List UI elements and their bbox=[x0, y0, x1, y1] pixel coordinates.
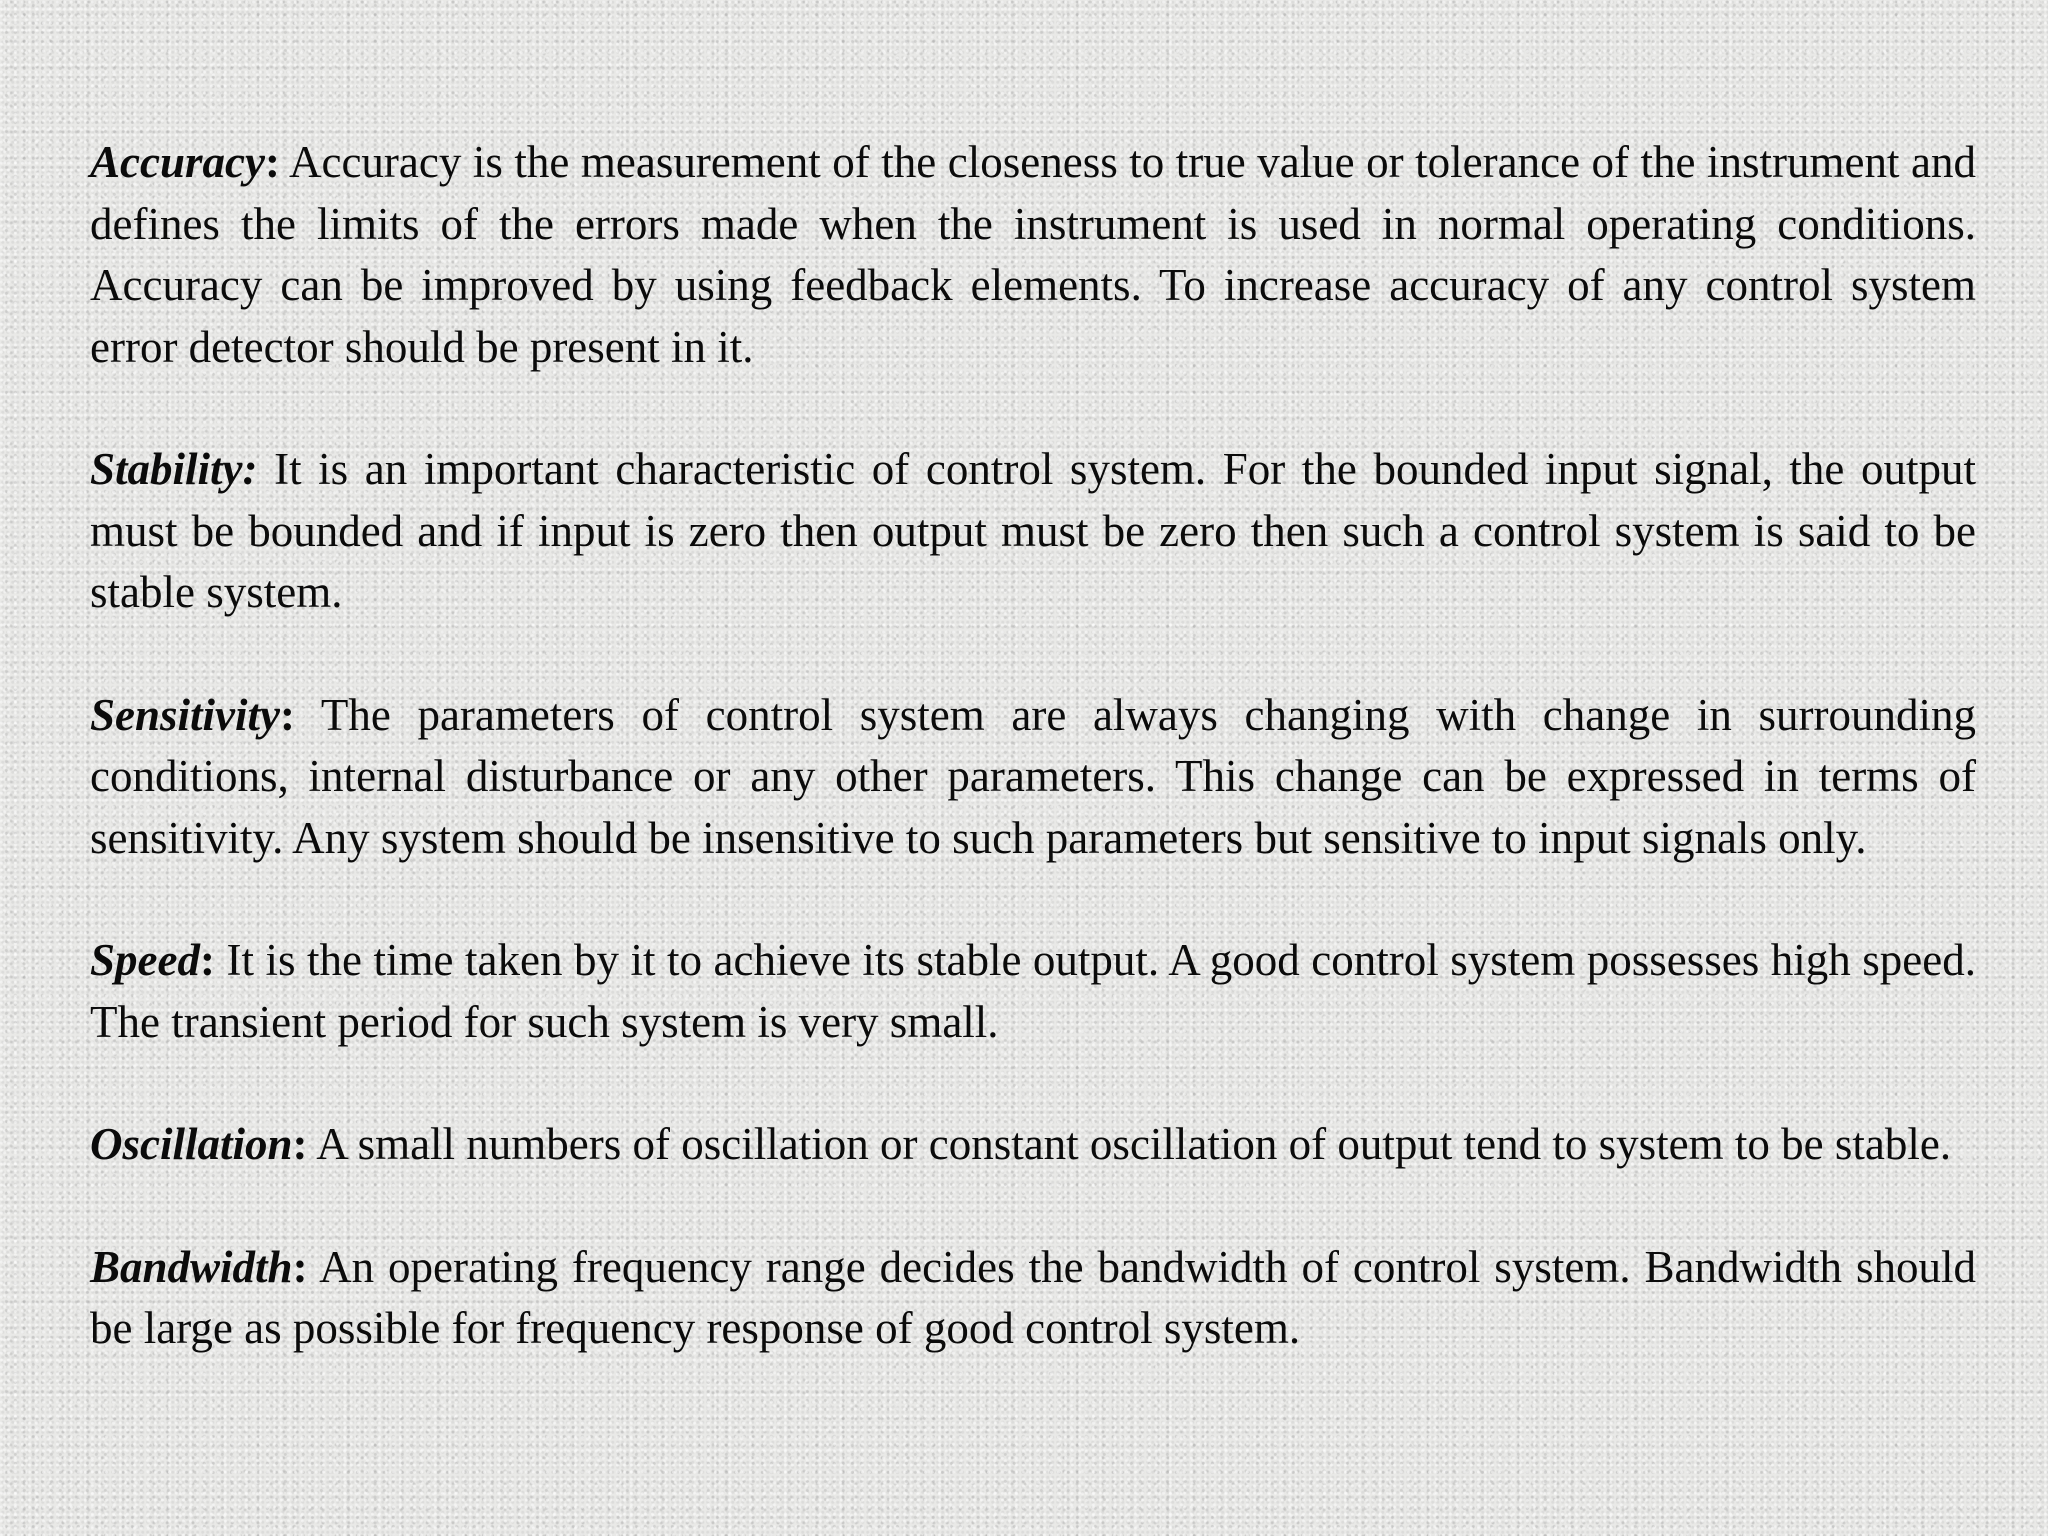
term-accuracy: Accuracy bbox=[90, 137, 265, 187]
paragraph-bandwidth bbox=[90, 1237, 1976, 1360]
definition-bandwidth: An operating frequency range decides the bandwidth of control system. Bandwidth should be large as possible for frequency response of good control system. bbox=[90, 1241, 1976, 1353]
definition-speed: It is the time taken by it to achieve its stable output. A good control system possesses high speed. The transient period for such system is very small. bbox=[90, 935, 1976, 1047]
term-sensitivity: Sensitivity bbox=[90, 689, 280, 740]
definition-sensitivity: The parameters of control system are always changing with change in surrounding conditions, internal disturbance or any other parameters. This change can be expressed in terms of sensitivity. Any system should be insensitive to such parameters but sensitive to input signals only. bbox=[90, 689, 1976, 863]
term-stability: Stability: bbox=[90, 444, 258, 494]
paragraph-speed bbox=[90, 930, 1976, 1053]
term-colon: : bbox=[199, 935, 215, 985]
term-colon: : bbox=[264, 137, 280, 187]
term-bandwidth: Bandwidth bbox=[90, 1241, 293, 1292]
term-oscillation: Oscillation bbox=[90, 1119, 293, 1169]
slide-body bbox=[90, 132, 1976, 1421]
paragraph-oscillation bbox=[90, 1114, 1976, 1176]
term-speed: Speed bbox=[90, 935, 200, 985]
definition-accuracy: Accuracy is the measurement of the closeness to true value or tolerance of the instrument and defines the limits of the errors made when the instrument is used in normal operating conditions. Accuracy can be improved by using feedback elements. To increase accuracy of any control system error detector should be present in it. bbox=[90, 137, 1976, 372]
paragraph-sensitivity bbox=[90, 685, 1976, 870]
paragraph-accuracy bbox=[90, 132, 1976, 378]
term-colon: : bbox=[292, 1241, 308, 1292]
definition-stability: It is an important characteristic of control system. For the bounded input signal, the output must be bounded and if input is zero then output must be zero then such a control system is said to be stable system. bbox=[90, 444, 1976, 617]
definition-oscillation: A small numbers of oscillation or constant oscillation of output tend to system to be stable. bbox=[307, 1119, 1952, 1169]
term-colon: : bbox=[292, 1119, 308, 1169]
paragraph-stability bbox=[90, 439, 1976, 624]
term-colon: : bbox=[280, 689, 295, 740]
